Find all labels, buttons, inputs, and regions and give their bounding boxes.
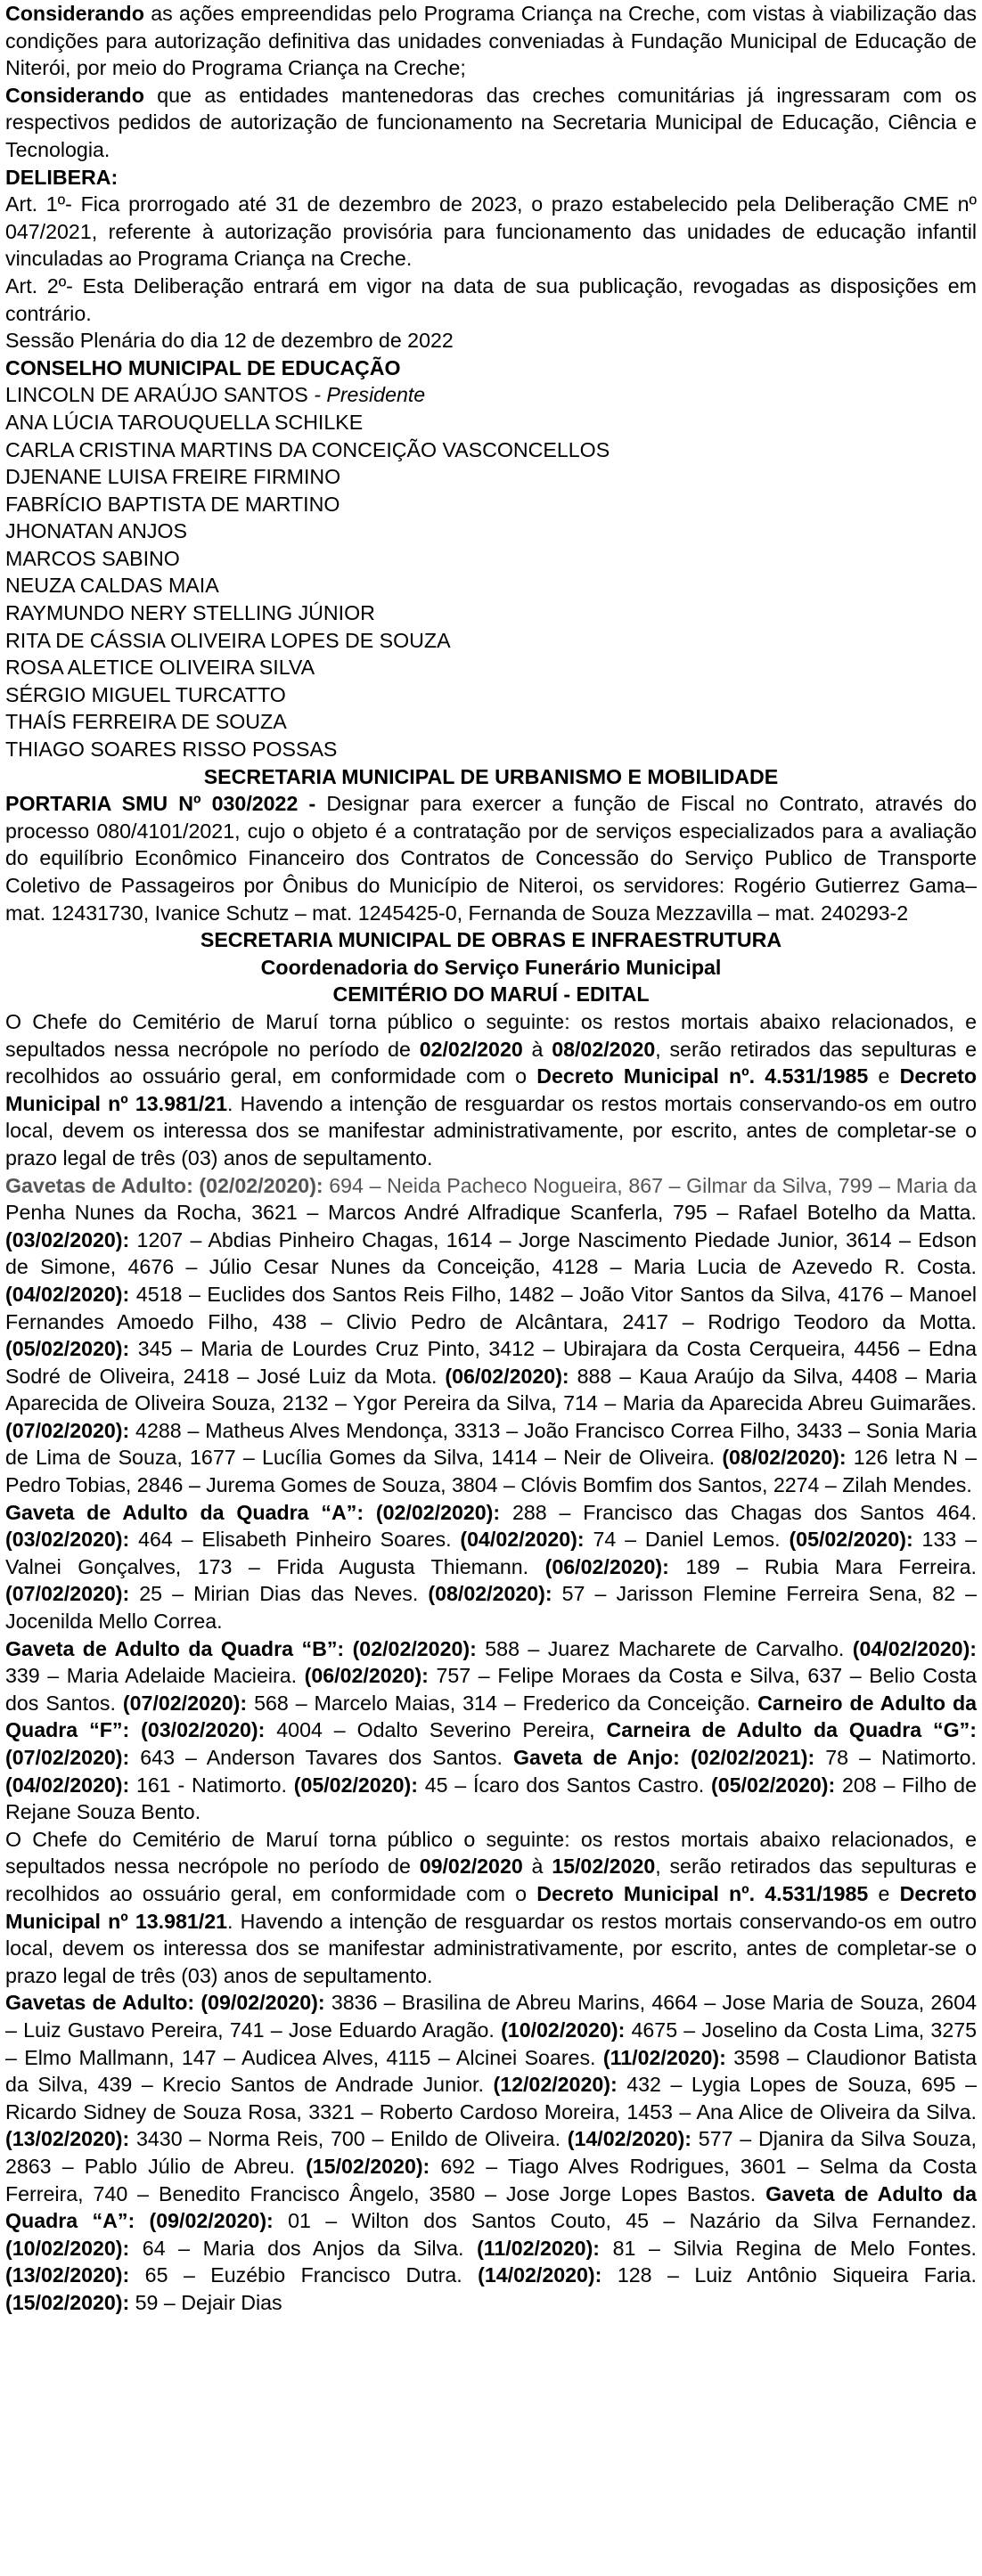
- list-date: (12/02/2020):: [493, 2073, 618, 2097]
- list-date: (15/02/2020):: [5, 2290, 130, 2314]
- list-text: 65 – Euzébio Francisco Dutra.: [129, 2263, 479, 2287]
- list-text: 01 – Wilton dos Santos Couto, 45 – Nazário da Silva Fernandez.: [273, 2209, 977, 2233]
- list-text: 577 – Djanira da Silva Souza, 2863 – Pablo Júlio de Abreu.: [5, 2127, 977, 2178]
- list-text: 464 – Elisabeth Pinheiro Soares.: [129, 1528, 461, 1552]
- list-text: 694 – Neida Pacheco Nogueira, 867 – Gilmar da Silva, 799 – Maria da: [323, 1173, 977, 1197]
- list-date: (11/02/2020):: [477, 2236, 601, 2260]
- council-member: DJENANE LUISA FREIRE FIRMINO: [5, 465, 341, 489]
- decree-ref: Decreto Municipal nº. 4.531/1985: [536, 1064, 869, 1088]
- list-text: 692 – Tiago Alves Rodrigues, 3601 – Selma da Costa Ferreira, 740 – Benedito Francisco Ângelo, 3580 – Jose Jorge Lopes Bastos.: [5, 2154, 977, 2205]
- edital-date: 09/02/2020: [419, 1855, 523, 1879]
- list-date: (05/02/2020):: [789, 1528, 913, 1552]
- list-label: Carneiro de Adulto da Quadra “F”: (03/02/2020):: [5, 1691, 977, 1742]
- list-text: 78 – Natimorto.: [814, 1746, 977, 1769]
- edital-date: 08/02/2020: [552, 1037, 656, 1061]
- list-text: 128 – Luiz Antônio Siqueira Faria.: [601, 2263, 977, 2287]
- portaria-text: Designar para exercer a função de Fiscal no Contrato, através do processo 080/4101/2021, cujo o objeto é a contratação por de serviços especializados para a avaliação do equilíbrio Econômico Financeiro dos Contratos de Concessão do Serviço Publico de Transporte Coletivo de Passageiros por Ônibus do Município de Niteroi, os servidores: Rogério Gutierrez Gama– mat. 12431730, Ivanice Schutz – mat. 1245425-0, Fernanda de Souza Mezzavilla – mat. 240293-2: [5, 792, 977, 925]
- session-date: Sessão Plenária do dia 12 de dezembro de 2022: [5, 329, 454, 353]
- council-member: CARLA CRISTINA MARTINS DA CONCEIÇÃO VASCONCELLOS: [5, 437, 610, 461]
- edital-date: 15/02/2020: [552, 1855, 656, 1879]
- council-member: JHONATAN ANJOS: [5, 519, 187, 543]
- delibera-heading: DELIBERA:: [5, 165, 119, 189]
- list-text: 588 – Juarez Macharete de Carvalho.: [476, 1636, 853, 1660]
- list-text: 4675 – Joselino da Costa Lima, 3275 – Elmo Mallmann, 147 – Audicea Alves, 4115 – Alcinei Soares.: [5, 2018, 978, 2069]
- list-label: Gaveta de Adulto da Quadra “B”: (02/02/2020):: [5, 1636, 477, 1660]
- council-member: SÉRGIO MIGUEL TURCATTO: [5, 682, 286, 706]
- list-date: (05/02/2020):: [5, 1337, 130, 1361]
- list-date: (11/02/2020):: [602, 2045, 726, 2069]
- list-label: Gaveta de Adulto da Quadra “A”: (02/02/2020):: [5, 1500, 501, 1524]
- edital-text: O Chefe do Cemitério de Maruí torna público o seguinte: os restos mortais abaixo relacionados, e sepultados nessa necrópole no período de: [5, 1009, 977, 1061]
- list-text: Penha Nunes da Rocha, 3621 – Marcos André Alfradique Scanferla, 795 – Rafael Botelho da Matta.: [5, 1201, 977, 1225]
- portaria-label: PORTARIA SMU Nº 030/2022 -: [5, 792, 316, 816]
- edital-text: , serão retirados das sepulturas e recolhidos ao ossuário geral, em conformidade com o: [5, 1855, 977, 1905]
- council-member: ROSA ALETICE OLIVEIRA SILVA: [5, 656, 315, 680]
- list-date: (08/02/2020):: [428, 1582, 552, 1606]
- president-name: LINCOLN DE ARAÚJO SANTOS: [5, 383, 315, 407]
- list-label: Gavetas de Adulto: (09/02/2020):: [5, 1991, 325, 2015]
- list-text: 25 – Mirian Dias das Neves.: [129, 1582, 429, 1606]
- list-date: (07/02/2020):: [5, 1582, 130, 1606]
- list-date: (07/02/2020):: [122, 1691, 248, 1715]
- list-text: 345 – Maria de Lourdes Cruz Pinto, 3412 – Ubirajara da Costa Cerqueira, 4456 – Edna Sodré de Oliveira, 2418 – José Luiz da Mota.: [5, 1337, 977, 1388]
- list-date: (08/02/2020):: [722, 1446, 847, 1470]
- funerario-heading: Coordenadoria do Serviço Funerário Municipal: [260, 955, 722, 979]
- list-text: 3836 – Brasilina de Abreu Marins, 4664 – Jose Maria de Souza, 2604 – Luiz Gustavo Pereira, 741 – Jose Eduardo Aragão.: [5, 1991, 977, 2042]
- edital-text: O Chefe do Cemitério de Maruí torna público o seguinte: os restos mortais abaixo relacionados, e sepultados nessa necrópole no período de: [5, 1827, 977, 1879]
- list-text: 432 – Lygia Lopes de Souza, 695 – Ricardo Sidney de Souza Rosa, 3321 – Roberto Cardoso Moreira, 1453 – Ana Alice de Oliveira da Silva.: [5, 2073, 978, 2124]
- list-date: (03/02/2020):: [5, 1227, 130, 1251]
- list-text: 288 – Francisco das Chagas dos Santos 464.: [500, 1500, 978, 1524]
- president-role: - Presidente: [314, 383, 426, 407]
- urbanismo-heading: SECRETARIA MUNICIPAL DE URBANISMO E MOBILIDADE: [203, 764, 779, 788]
- considerando-text: as ações empreendidas pelo Programa Criança na Creche, com vistas à viabilização das condições para autorização definitiva das unidades conveniadas à Fundação Municipal de Educação de Niterói, por meio do Programa Criança na Creche;: [5, 2, 977, 80]
- list-date: (04/02/2020):: [460, 1528, 585, 1552]
- list-text: 81 – Silvia Regina de Melo Fontes.: [600, 2236, 977, 2260]
- council-member: RAYMUNDO NERY STELLING JÚNIOR: [5, 601, 375, 625]
- list-date: (13/02/2020):: [5, 2127, 130, 2151]
- council-member: ANA LÚCIA TAROUQUELLA SCHILKE: [5, 410, 364, 434]
- council-member: MARCOS SABINO: [5, 546, 180, 570]
- list-text: 45 – Ícaro dos Santos Castro.: [417, 1773, 711, 1797]
- list-date: (13/02/2020):: [5, 2263, 130, 2287]
- council-member: THAÍS FERREIRA DE SOUZA: [5, 710, 287, 734]
- considerando-paragraph-2: [5, 82, 977, 164]
- president-line: [5, 381, 977, 409]
- decree-ref: Decreto Municipal nº 13.981/21: [5, 1881, 978, 1933]
- gavetas-adulto-list-2: [5, 1989, 977, 2316]
- gaveta-quadra-b-list: [5, 1635, 977, 1826]
- list-text: 4004 – Odalto Severino Pereira,: [265, 1718, 607, 1742]
- list-date: (04/02/2020):: [5, 1773, 130, 1797]
- list-text: 57 – Jarisson Flemine Ferreira Sena, 82 – Jocenilda Mello Correa.: [5, 1582, 977, 1634]
- cemiterio-heading: CEMITÉRIO DO MARUÍ - EDITAL: [332, 982, 650, 1007]
- considerando-label: Considerando: [5, 2, 144, 25]
- list-date: (10/02/2020):: [501, 2018, 626, 2042]
- considerando-paragraph-1: [5, 0, 977, 82]
- council-heading: CONSELHO MUNICIPAL DE EDUCAÇÃO: [5, 355, 401, 379]
- list-label: Gaveta de Adulto da Quadra “A”: (09/02/2020):: [5, 2181, 978, 2233]
- gavetas-adulto-list-1: [5, 1172, 977, 1499]
- obras-heading: SECRETARIA MUNICIPAL DE OBRAS E INFRAESTRUTURA: [200, 928, 782, 952]
- list-text: 74 – Daniel Lemos.: [584, 1528, 790, 1552]
- portaria-paragraph: [5, 790, 977, 926]
- list-text: 161 - Natimorto.: [129, 1773, 294, 1797]
- list-text: 3598 – Claudionor Batista da Silva, 439 – Krecio Santos de Andrade Junior.: [5, 2045, 978, 2097]
- list-text: 3430 – Norma Reis, 700 – Enildo de Oliveira.: [129, 2127, 568, 2151]
- edital-text: e: [868, 1064, 900, 1088]
- edital-text: . Havendo a intenção de resguardar os restos mortais conservando-os em outro local, devem os interessa dos se manifestar administrativamente, por escrito, antes de completar-se o prazo legal de três (03) anos de sepultamento.: [5, 1909, 977, 1987]
- list-date: (05/02/2020):: [293, 1773, 418, 1797]
- list-text: 126 letra N – Pedro Tobias, 2846 – Jurema Gomes de Souza, 3804 – Clóvis Bomfim dos Santos, 2274 – Zilah Mendes.: [5, 1446, 977, 1497]
- list-date: (05/02/2020):: [710, 1773, 836, 1797]
- list-date: (04/02/2020):: [5, 1282, 130, 1306]
- list-text: 1207 – Abdias Pinheiro Chagas, 1614 – Jorge Nascimento Piedade Junior, 3614 – Edson de Simone, 4676 – Júlio Cesar Nunes da Conceição, 4128 – Maria Lucia de Azevedo R. Costa.: [5, 1227, 977, 1279]
- list-text: 757 – Felipe Moraes da Costa e Silva, 637 – Belio Costa dos Santos.: [5, 1664, 977, 1715]
- list-label: Gavetas de Adulto: (02/02/2020):: [5, 1173, 323, 1197]
- edital-text: , serão retirados das sepulturas e recolhidos ao ossuário geral, em conformidade com o: [5, 1037, 977, 1088]
- council-member: RITA DE CÁSSIA OLIVEIRA LOPES DE SOUZA: [5, 628, 451, 652]
- decree-ref: Decreto Municipal nº. 4.531/1985: [536, 1881, 869, 1905]
- considerando-text: que as entidades mantenedoras das creches comunitárias já ingressaram com os respectivos pedidos de autorização de funcionamento na Secretaria Municipal de Educação, Ciência e Tecnologia.: [5, 83, 977, 161]
- article-2: Art. 2º- Esta Deliberação entrará em vigor na data de sua publicação, revogadas as disposições em contrário.: [5, 273, 977, 325]
- list-text: 133 – Valnei Gonçalves, 173 – Frida Augusta Thiemann.: [5, 1528, 977, 1578]
- edital-text: à: [522, 1037, 552, 1061]
- list-text: 189 – Rubia Mara Ferreira.: [668, 1554, 977, 1578]
- list-text: 568 – Marcelo Maias, 314 – Frederico da Conceição.: [247, 1691, 758, 1715]
- list-label: Gaveta de Anjo: (02/02/2021):: [513, 1746, 815, 1769]
- council-member: THIAGO SOARES RISSO POSSAS: [5, 738, 338, 762]
- list-date: (15/02/2020):: [306, 2154, 430, 2178]
- list-date: (14/02/2020):: [478, 2263, 602, 2287]
- list-date: (07/02/2020):: [5, 1418, 130, 1442]
- list-text: 59 – Dejair Dias: [129, 2290, 282, 2314]
- list-date: (04/02/2020):: [852, 1636, 978, 1660]
- list-date: (06/02/2020):: [544, 1554, 669, 1578]
- list-label: Carneira de Adulto da Quadra “G”: (07/02/2020):: [5, 1718, 977, 1769]
- edital-text: . Havendo a intenção de resguardar os restos mortais conservando-os em outro local, devem os interessa dos se manifestar administrativamente, por escrito, antes de completar-se o prazo legal de três (03) anos de sepultamento.: [5, 1091, 977, 1170]
- decree-ref: Decreto Municipal nº 13.981/21: [5, 1064, 978, 1115]
- list-text: 208 – Filho de Rejane Souza Bento.: [5, 1773, 977, 1824]
- list-text: 4288 – Matheus Alves Mendonça, 3313 – João Francisco Correa Filho, 3433 – Sonia Maria de Lima de Souza, 1677 – Lucília Gomes da Silva, 1414 – Neir de Oliveira.: [5, 1418, 977, 1470]
- edital-paragraph-1: [5, 1008, 977, 1172]
- document-page: [5, 0, 977, 2316]
- list-text: 339 – Maria Adelaide Macieira.: [5, 1664, 305, 1688]
- list-date: (14/02/2020):: [567, 2127, 692, 2151]
- list-text: 643 – Anderson Tavares dos Santos.: [129, 1746, 513, 1769]
- edital-text: e: [868, 1881, 900, 1905]
- list-date: (06/02/2020):: [304, 1664, 429, 1688]
- edital-paragraph-2: [5, 1826, 977, 1990]
- edital-text: à: [522, 1855, 552, 1879]
- list-text: 888 – Kaua Araújo da Silva, 4408 – Maria Aparecida de Oliveira Souza, 2132 – Ygor Pereira da Silva, 714 – Maria da Aparecida Abreu Guimarães.: [5, 1364, 977, 1415]
- edital-date: 02/02/2020: [419, 1037, 523, 1061]
- list-date: (10/02/2020):: [5, 2236, 130, 2260]
- article-1: Art. 1º- Fica prorrogado até 31 de dezembro de 2023, o prazo estabelecido pela Deliberação CME nº 047/2021, referente à autorização provisória para funcionamento das unidades de educação infantil vinculadas ao Programa Criança na Creche.: [5, 192, 977, 271]
- list-date: (03/02/2020):: [5, 1528, 130, 1552]
- list-text: 4518 – Euclides dos Santos Reis Filho, 1482 – João Vitor Santos da Silva, 4176 – Manoel Fernandes Amoedo Filho, 438 – Clivio Pedro de Alcântara, 2417 – Rodrigo Teodoro da Motta.: [5, 1282, 977, 1333]
- gaveta-quadra-a-list-1: [5, 1499, 977, 1635]
- council-member: FABRÍCIO BAPTISTA DE MARTINO: [5, 492, 340, 516]
- council-member: NEUZA CALDAS MAIA: [5, 574, 219, 598]
- list-text: 64 – Maria dos Anjos da Silva.: [129, 2236, 478, 2260]
- council-members-list: [5, 409, 977, 763]
- considerando-label: Considerando: [5, 83, 144, 107]
- list-date: (06/02/2020):: [445, 1364, 569, 1388]
